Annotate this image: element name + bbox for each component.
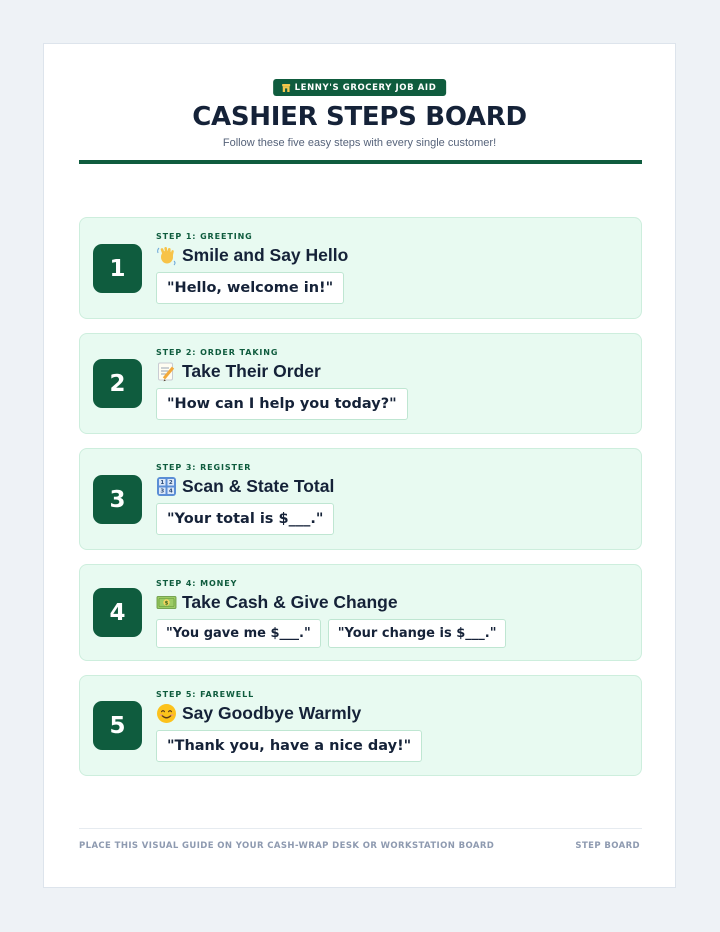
header-divider <box>79 160 642 164</box>
step-title <box>156 592 506 613</box>
step-card-2 <box>79 333 642 434</box>
step-card-3 <box>79 448 642 550</box>
step-title-text: Scan & State Total <box>182 476 335 496</box>
store-icon <box>281 83 291 93</box>
step-label: STEP 1: GREETING <box>156 232 253 241</box>
header-badge <box>273 79 447 96</box>
footer-divider <box>79 828 642 829</box>
step-number-badge: 1 <box>93 244 142 293</box>
waving-hand-icon <box>156 245 177 266</box>
step-number-badge: 4 <box>93 588 142 637</box>
script-phrase: "How can I help you today?" <box>156 388 408 420</box>
step-title <box>156 361 408 382</box>
numbers-keypad-icon <box>156 476 177 497</box>
script-phrase: "You gave me $___." <box>156 619 321 648</box>
script-phrase: "Thank you, have a nice day!" <box>156 730 422 762</box>
step-label: STEP 5: FAREWELL <box>156 690 255 699</box>
step-card-1 <box>79 217 642 319</box>
svg-text:3: 3 <box>160 488 165 495</box>
phrase-group <box>156 730 422 762</box>
step-number-badge: 3 <box>93 475 142 524</box>
step-title-text: Take Their Order <box>182 361 321 381</box>
svg-text:2: 2 <box>168 480 173 487</box>
step-card-5 <box>79 675 642 776</box>
page-title: CASHIER STEPS BOARD <box>192 102 527 132</box>
step-title-text: Take Cash & Give Change <box>182 592 398 612</box>
phrase-group <box>156 272 348 304</box>
step-title-text: Say Goodbye Warmly <box>182 703 362 723</box>
script-phrase: "Your change is $___." <box>328 619 507 648</box>
svg-text:4: 4 <box>168 488 173 495</box>
step-label: STEP 4: MONEY <box>156 579 238 588</box>
page-subtitle: Follow these five easy steps with every single customer! <box>222 137 497 149</box>
phrase-group <box>156 619 506 648</box>
script-phrase: "Your total is $___." <box>156 503 334 535</box>
footer-instructions: PLACE THIS VISUAL GUIDE ON YOUR CASH-WRAP DESK OR WORKSTATION BOARD <box>79 841 495 851</box>
svg-text:1: 1 <box>160 480 165 487</box>
step-title-text: Smile and Say Hello <box>182 245 349 265</box>
step-number-badge: 2 <box>93 359 142 408</box>
phrase-group <box>156 503 334 535</box>
step-label: STEP 2: ORDER TAKING <box>156 348 279 357</box>
phrase-group <box>156 388 408 420</box>
step-card-4 <box>79 564 642 661</box>
job-aid-card <box>43 43 676 888</box>
script-phrase: "Hello, welcome in!" <box>156 272 344 304</box>
step-label: STEP 3: REGISTER <box>156 463 252 472</box>
badge-text: LENNY'S GROCERY JOB AID <box>294 82 437 93</box>
memo-icon <box>156 361 177 382</box>
smiling-face-icon <box>156 703 177 724</box>
step-title <box>156 703 422 724</box>
step-title <box>156 245 348 266</box>
step-title <box>156 476 334 497</box>
step-number-badge: 5 <box>93 701 142 750</box>
footer-tag: STEP BOARD <box>575 841 640 851</box>
svg-text:$: $ <box>164 600 169 607</box>
dollar-banknote-icon <box>156 592 177 613</box>
